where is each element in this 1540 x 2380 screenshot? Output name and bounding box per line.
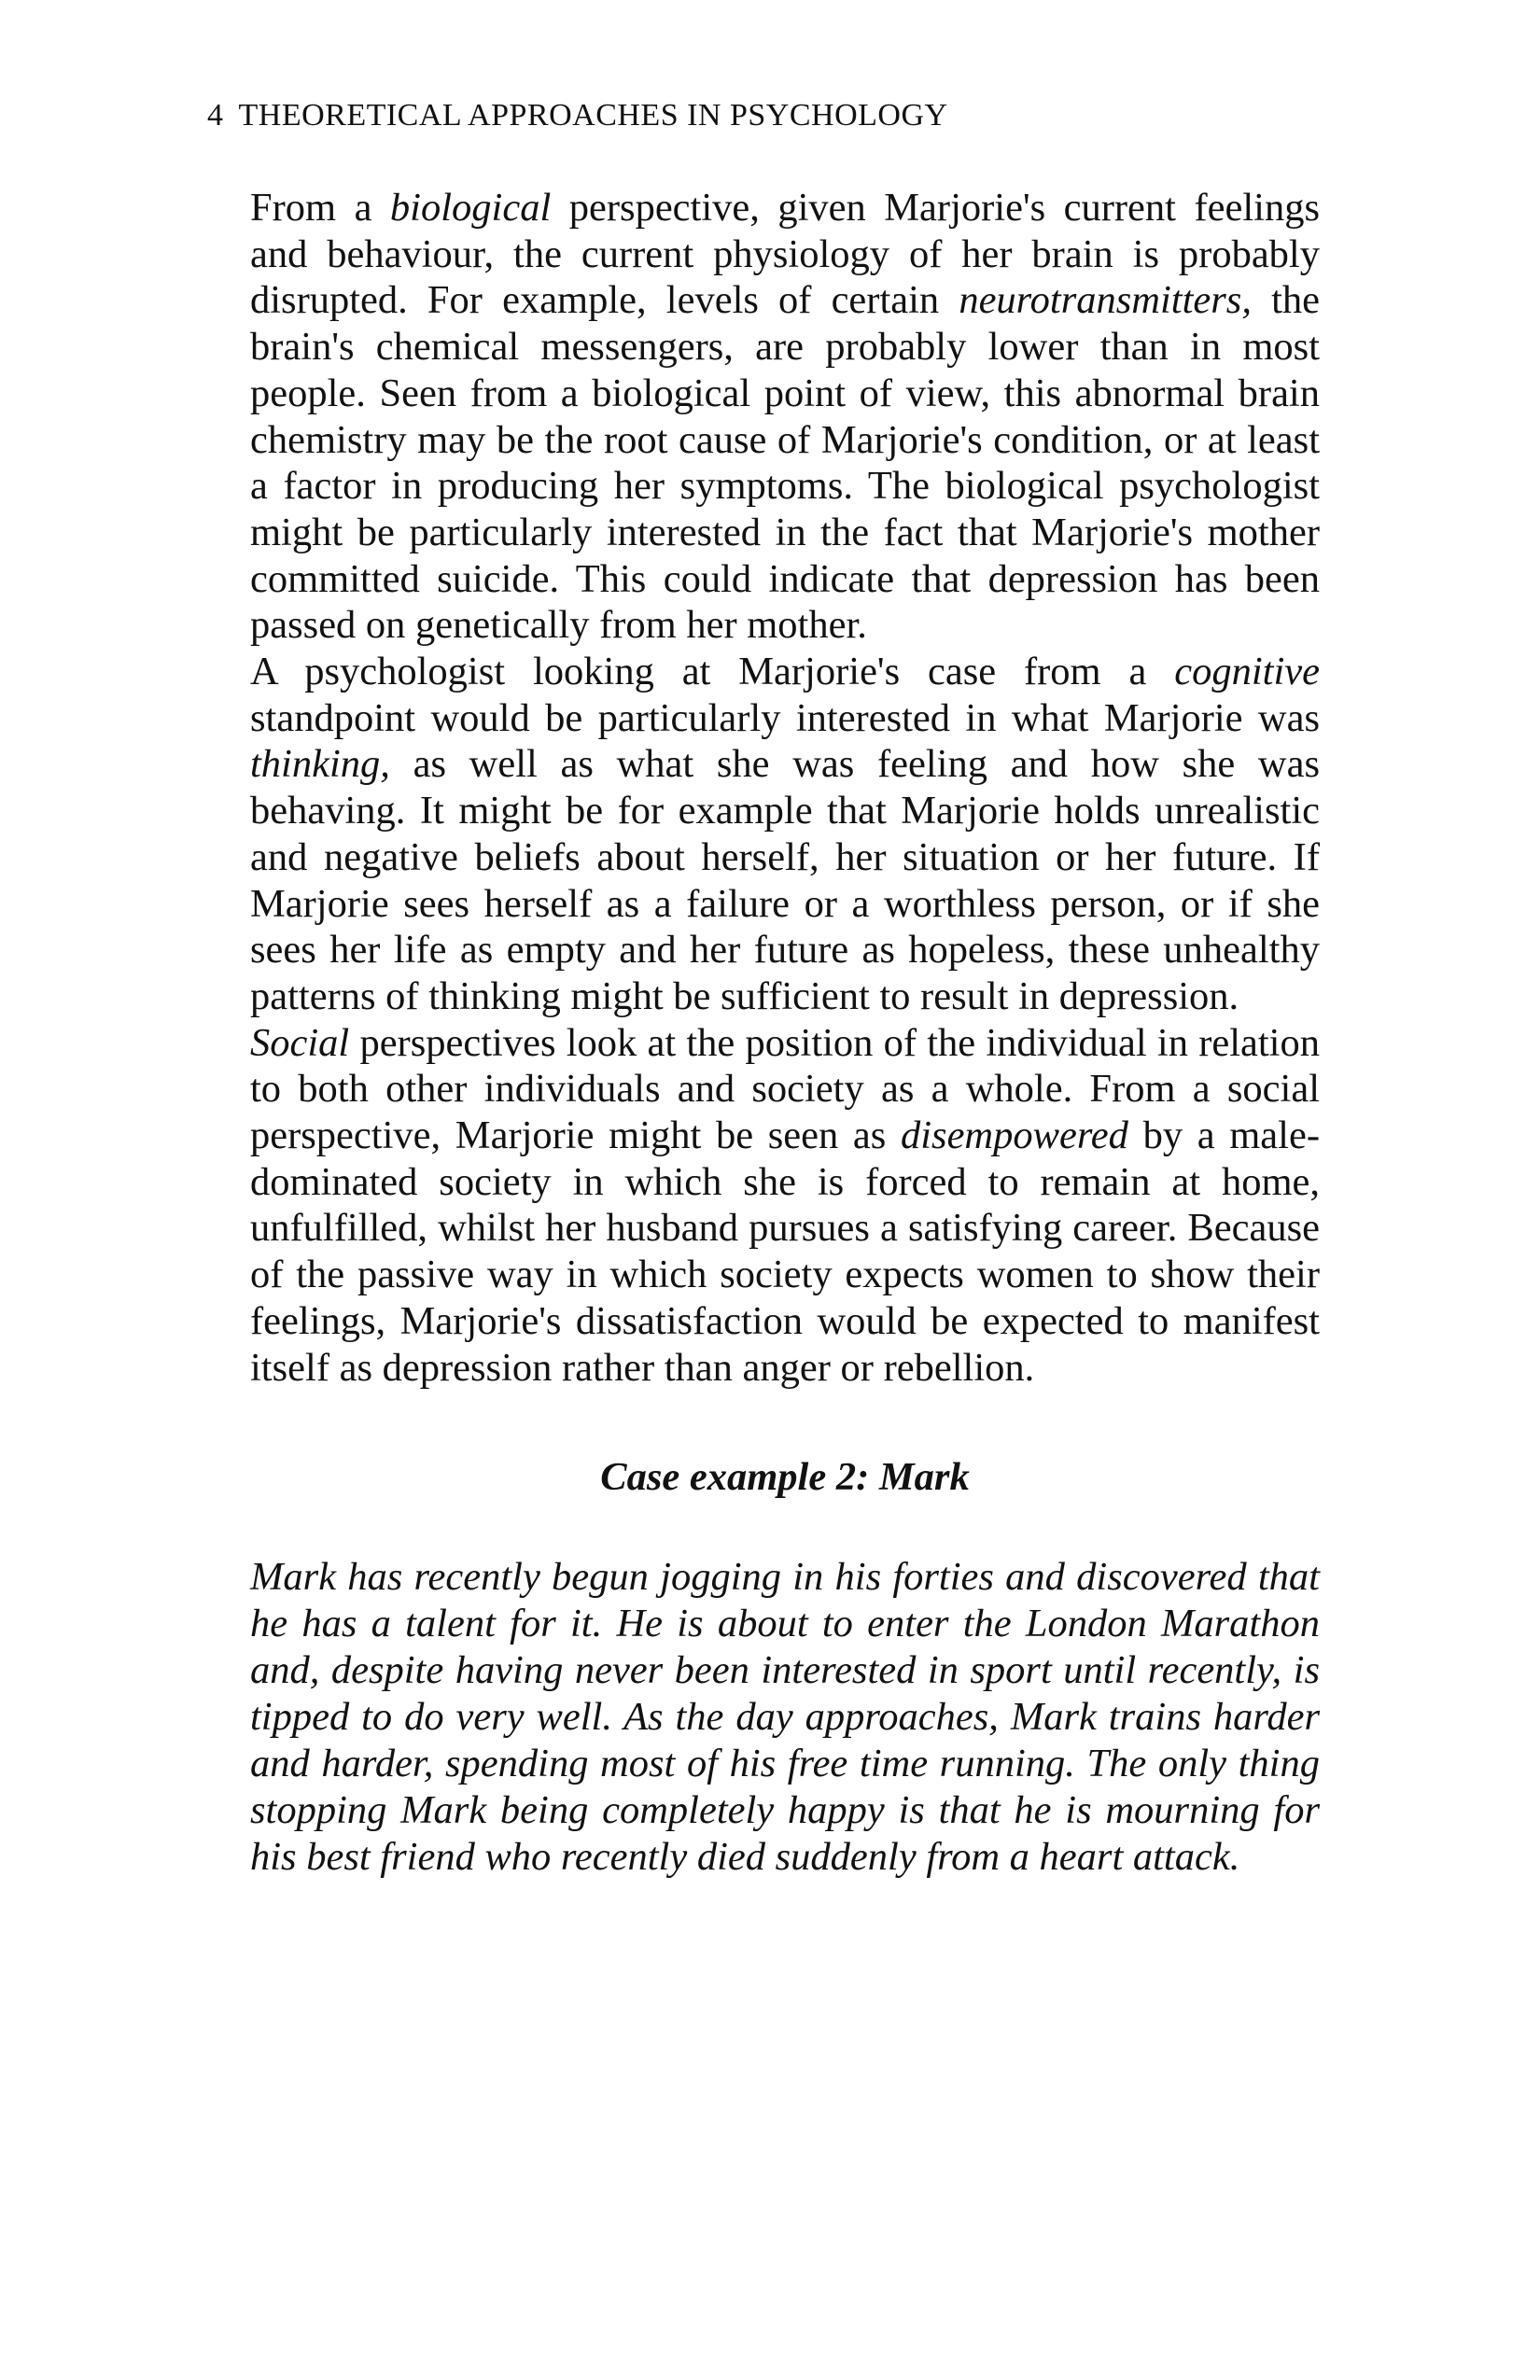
emphasis-biological: biological	[389, 186, 552, 230]
paragraph-biological	[250, 185, 1320, 649]
text-span: by a male-dominated society in which she is forced to remain at home, unfulfilled, whilst her husband pursues a satisfying career. Because of the passive way in which society expects women to show their feelings, Marjorie's dissatisfaction would be expected to manifest itself as depression rather than anger or rebellion.	[250, 1113, 1320, 1390]
running-title: THEORETICAL APPROACHES IN PSYCHOLOGY	[238, 98, 948, 133]
text-span: standpoint would be particularly interested in what Marjorie was	[250, 695, 1320, 740]
text-span: the brain's chemical messengers, are probably lower than in most people. Seen from a biological point of view, this abnormal brain chemistry may be the root cause of Marjorie's condition, or at least a factor in producing her symptoms. The biological psychologist might be particularly interested in the fact that Marjorie's mother committed suicide. This could indicate that depression has been passed on genetically from her mother.	[250, 278, 1321, 648]
emphasis-cognitive: cognitive	[1174, 650, 1320, 694]
emphasis-neurotransmitters: neurotransmitters,	[959, 278, 1252, 323]
case-example-text: Mark has recently begun jogging in his forties and discovered that he has a talent for it. He is about to enter the London Marathon and, despite having never been interested in sport until recently, is tipped to do very well. As the day approaches, Mark trains harder and harder, spending most of his free time running. The only thing stopping Mark being completely happy is that he is mourning for his best friend who recently died suddenly from a heart attack.	[250, 1555, 1320, 1879]
text-span: as well as what she was feeling and how she was behaving. It might be for example that Marjorie holds unrealistic and negative beliefs about herself, her situation or her future. If Marjorie sees herself as a failure or a worthless person, or if she sees her life as empty and her future as hopeless, these unhealthy patterns of thinking might be sufficient to result in depression.	[250, 742, 1320, 1018]
case-example-heading: Case example 2: Mark	[600, 1455, 970, 1499]
emphasis-social: Social	[250, 1020, 350, 1065]
page-number: 4	[207, 98, 224, 133]
emphasis-thinking: thinking,	[250, 742, 390, 787]
running-head	[207, 97, 948, 134]
text-span: A psychologist looking at Marjorie's case from a	[250, 650, 1175, 694]
text-span: perspectives look at the position of the individual in relation to both other individuals and society as a whole. From a social perspective, Marjorie might be seen as	[250, 1020, 1320, 1158]
body-text	[250, 185, 1320, 1391]
text-span: perspective, given Marjorie's current feelings and behaviour, the current physiology of her brain is probably disrupted. For example, levels of certain	[250, 186, 1320, 323]
emphasis-disempowered: disempowered	[900, 1113, 1128, 1158]
paragraph-social	[250, 1020, 1320, 1392]
text-span: From a	[250, 186, 390, 230]
paragraph-cognitive	[250, 649, 1320, 1020]
